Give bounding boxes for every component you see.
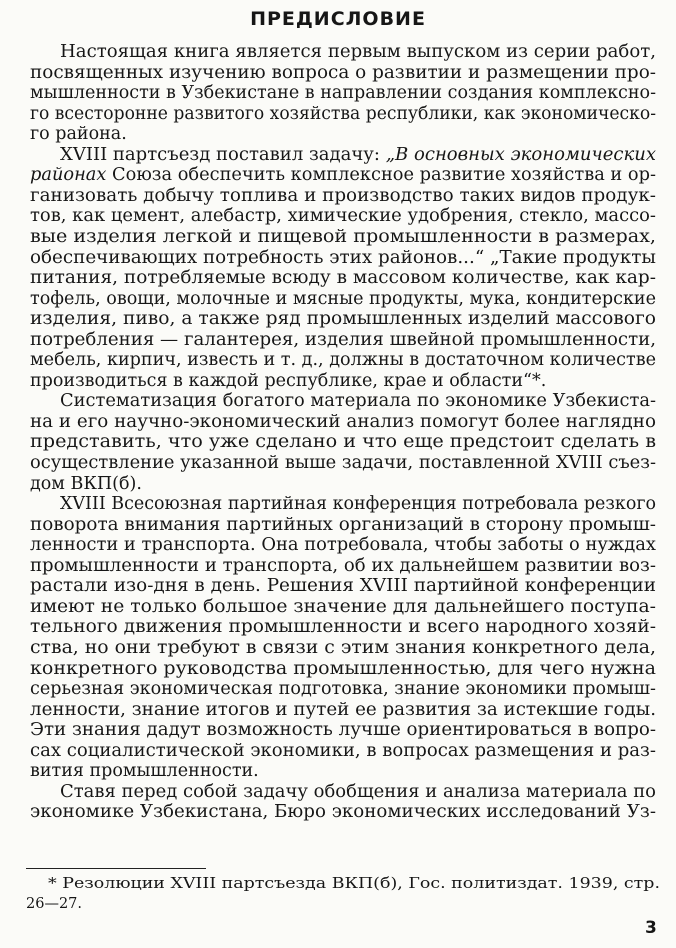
footnote-line: * Резолюции XVIII партсъезда ВКП(б), Гос. политиздат. 1939, стр. <box>48 876 660 892</box>
text-segment: „В основных экономических <box>385 144 656 165</box>
footnote-line: 26—27. <box>26 896 83 912</box>
text-line <box>30 186 656 207</box>
text-segment: вые изделия легкой и пищевой промышленности в размерах, <box>30 226 656 247</box>
text-segment: поворота внимания партийных организаций в сторону промыш- <box>30 514 656 535</box>
text-line <box>60 782 656 803</box>
text-segment: имеют не только большое значение для дальнейшего поступа- <box>30 596 656 617</box>
text-segment: го района. <box>30 124 127 145</box>
text-line <box>30 412 656 433</box>
text-segment: посвященных изучению вопроса о развитии и размещении про- <box>30 62 656 83</box>
text-line <box>30 289 656 310</box>
text-segment: Ставя перед собой задачу обобщения и анализа материала по <box>60 781 656 802</box>
text-segment: обеспечивающих потребность этих районов...“ „Такие продукты <box>30 247 656 268</box>
text-line <box>30 474 142 495</box>
page-title: ПРЕДИСЛОВИЕ <box>250 8 426 30</box>
text-line <box>30 350 656 371</box>
text-line <box>30 556 656 577</box>
text-line <box>30 371 546 392</box>
text-line <box>30 104 656 125</box>
text-line <box>30 535 656 556</box>
text-segment: представить, что уже сделано и что еще предстоит сделать в <box>30 432 656 453</box>
text-line <box>30 453 656 474</box>
text-segment: ства, но они требуют в связи с этим знания конкретного дела, <box>30 637 656 658</box>
text-line <box>30 638 656 659</box>
text-line <box>30 165 656 186</box>
text-segment: ленности, знание итогов и путей ее развития за истекшие годы. <box>30 699 656 720</box>
text-line <box>30 432 656 453</box>
text-line <box>30 124 127 145</box>
text-segment: Систематизация богатого материала по экономике Узбекиста- <box>60 391 656 412</box>
text-segment: дом ВКП(б). <box>30 473 142 494</box>
text-segment: тов, как цемент, алебастр, химические удобрения, стекло, массо- <box>30 206 656 227</box>
text-line <box>30 330 656 351</box>
text-segment: ганизовать добычу топлива и производство таких видов продук- <box>30 185 657 206</box>
text-segment: тофель, овощи, молочные и мясные продукты, мука, кондитерские <box>30 288 656 309</box>
text-segment: серьезная экономическая подготовка, знание экономики промыш- <box>30 679 656 700</box>
text-segment: мышленности в Узбекистане в направлении создания комплексно- <box>30 83 656 104</box>
text-line <box>30 248 656 269</box>
text-line <box>30 720 656 741</box>
text-segment: ленности и транспорта. Она потребовала, чтобы заботы о нуждах <box>30 535 656 556</box>
text-line <box>30 83 656 104</box>
text-line <box>30 63 656 84</box>
text-segment: районах <box>30 165 107 186</box>
text-line <box>60 145 656 166</box>
text-segment: производиться в каждой республике, крае и области“*. <box>30 370 547 391</box>
text-segment: мебель, кирпич, известь и т. д., должны в достаточном количестве <box>30 350 656 371</box>
text-line <box>30 659 656 680</box>
text-segment: сах социалистической экономики, в вопросах размещения и раз- <box>30 740 656 761</box>
text-line <box>30 576 656 597</box>
text-segment: на и его научно-экономический анализ помогут более наглядно <box>30 411 656 432</box>
text-line <box>30 597 656 618</box>
text-line <box>30 761 259 782</box>
text-segment: потребления — галантерея, изделия швейной промышленности, <box>30 329 656 350</box>
text-line <box>30 268 656 289</box>
text-segment: XVIII партсъезд поставил задачу: <box>60 144 386 165</box>
text-segment: XVIII Всесоюзная партийная конференция потребовала резкого <box>60 494 656 515</box>
text-segment: тельного движения промышленности и всего народного хозяй- <box>30 617 656 638</box>
text-line <box>30 309 656 330</box>
text-line <box>30 741 656 762</box>
text-segment: Настоящая книга является первым выпуском из серии работ, <box>60 42 656 62</box>
text-segment: промышленности и транспорта, об их дальнейшем развитии воз- <box>30 555 656 576</box>
text-segment: экономике Узбекистана, Бюро экономических исследований Уз- <box>30 802 656 823</box>
text-segment: растали изо-дня в день. Решения XVIII партийной конференции <box>30 576 657 597</box>
text-segment: Эти знания дадут возможность лучше ориентироваться в вопро- <box>30 720 656 741</box>
text-line <box>30 515 656 536</box>
text-line <box>30 227 656 248</box>
text-line <box>30 700 656 721</box>
text-segment: изделия, пиво, а также ряд промышленных изделий массового <box>30 309 656 330</box>
text-line <box>30 617 656 638</box>
text-segment: Союза обеспечить комплексное развитие хозяйства и ор- <box>106 165 657 186</box>
text-line <box>30 802 656 823</box>
text-segment: осуществление указанной выше задачи, поставленной XVIII съез- <box>30 453 656 473</box>
text-segment: конкретного руководства промышленностью, для чего нужна <box>30 658 656 679</box>
page-number: 3 <box>645 918 657 938</box>
footnote-divider <box>26 868 206 869</box>
text-segment: го всесторонне развитого хозяйства республики, как экономическо- <box>30 103 656 124</box>
text-line <box>30 206 656 227</box>
text-segment: вития промышленности. <box>30 761 259 782</box>
text-line <box>60 391 656 412</box>
text-line <box>60 494 656 515</box>
text-line <box>30 679 656 700</box>
text-segment: питания, потребляемые всюду в массовом количестве, как кар- <box>30 268 656 289</box>
text-line <box>60 42 656 63</box>
